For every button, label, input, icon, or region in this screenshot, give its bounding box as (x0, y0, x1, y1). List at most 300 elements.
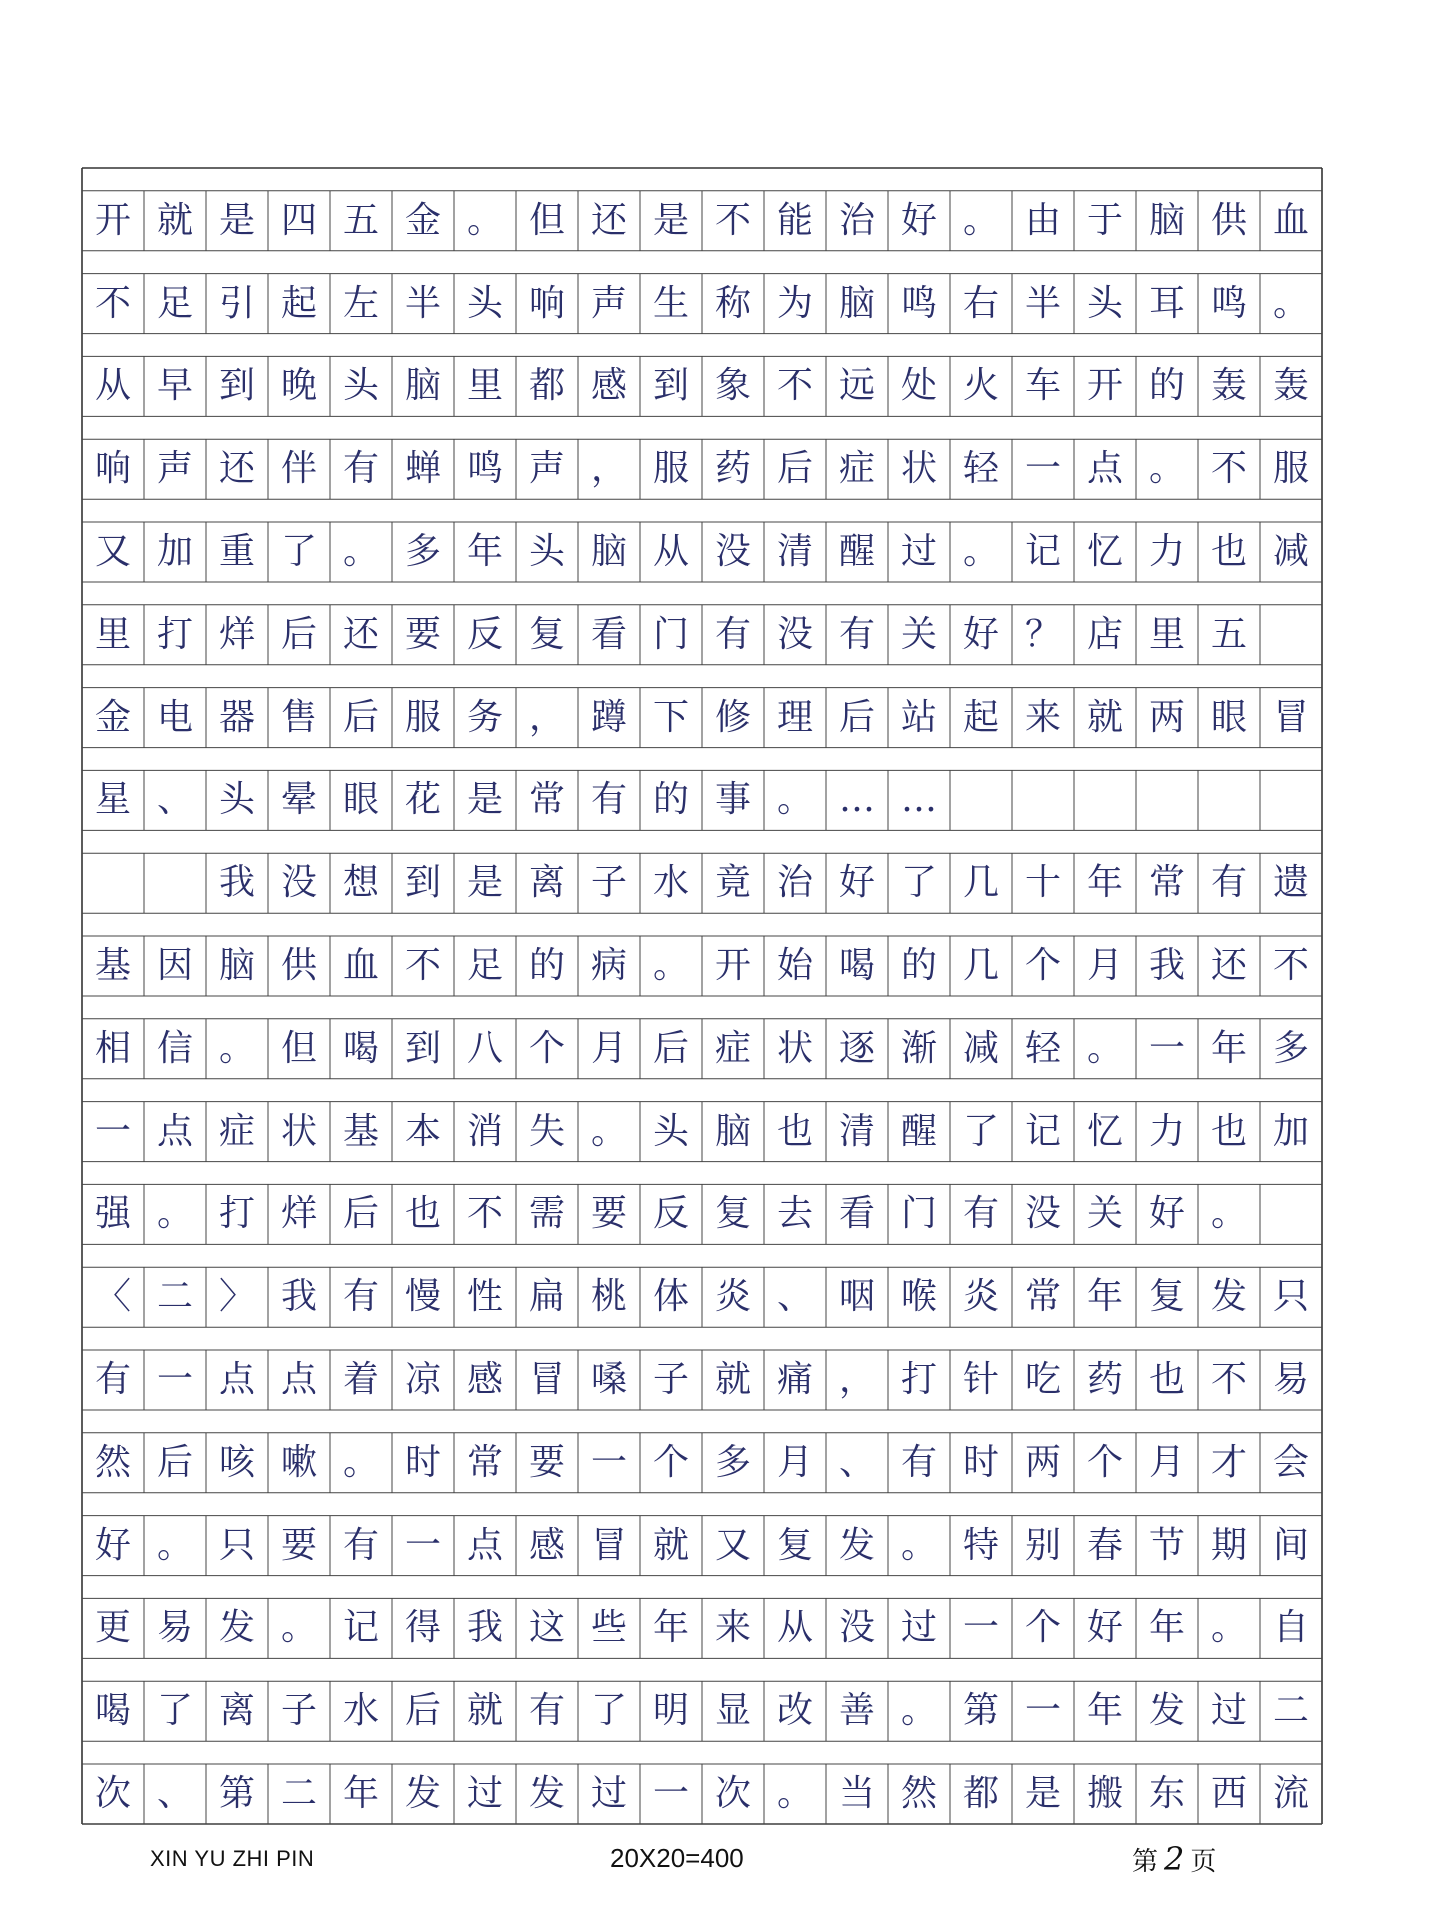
grid-char: 。 (280, 1607, 317, 1649)
grid-char: 一 (156, 1359, 193, 1400)
grid-char: 远 (838, 365, 875, 407)
grid-char: 开 (94, 199, 131, 241)
grid-char: 病 (590, 945, 627, 986)
grid-char: 。 (156, 1524, 193, 1566)
grid-char: 二 (156, 1276, 193, 1318)
grid-char: 的 (652, 779, 689, 821)
grid-char: 常 (1024, 1276, 1061, 1318)
grid-char: 善 (838, 1690, 875, 1732)
grid-char: 脑 (590, 531, 627, 572)
grid-char: 为 (776, 282, 813, 324)
grid-char: 晚 (280, 365, 317, 407)
grid-char: 几 (962, 862, 999, 904)
grid-char: 时 (962, 1441, 999, 1483)
grid-char: 后 (342, 696, 379, 738)
grid-char: 药 (714, 448, 751, 490)
grid-char: 也 (1148, 1359, 1185, 1400)
grid-char: 不 (404, 945, 441, 986)
grid-char: 状 (776, 1027, 813, 1069)
grid-char: 有 (590, 779, 627, 821)
grid-char: 记 (1024, 1110, 1061, 1152)
grid-char: 才 (1210, 1441, 1247, 1483)
grid-char: 的 (900, 945, 937, 986)
grid-char: 。 (962, 531, 999, 572)
grid-char: 鸣 (1210, 282, 1247, 324)
grid-char: 有 (962, 1193, 999, 1235)
grid-char: 修 (714, 696, 751, 738)
grid-char: 。 (1210, 1607, 1247, 1649)
grid-char: 更 (94, 1607, 131, 1649)
grid-char: 来 (714, 1607, 751, 1649)
grid-char: 服 (652, 448, 689, 490)
grid-char: 声 (528, 448, 565, 490)
grid-char: 头 (342, 365, 379, 407)
grid-char: 后 (404, 1690, 441, 1732)
grid-char: 开 (714, 945, 751, 986)
grid-char: 想 (342, 862, 379, 904)
grid-char: 没 (714, 531, 751, 572)
grid-char: 关 (1086, 1193, 1123, 1235)
grid-char: 逐 (838, 1027, 875, 1069)
grid-char: 看 (590, 613, 627, 655)
grid-char: 月 (590, 1027, 627, 1069)
grid-char: 到 (404, 862, 441, 904)
grid-char: 年 (1086, 1276, 1123, 1318)
grid-char: 。 (962, 199, 999, 241)
grid-char: 是 (218, 199, 255, 241)
grid-char: 有 (900, 1441, 937, 1483)
grid-char: 脑 (404, 365, 441, 407)
grid-char: 重 (218, 531, 255, 572)
grid-char: 不 (1210, 448, 1247, 490)
grid-char: 没 (1024, 1193, 1061, 1235)
grid-char: 又 (714, 1524, 751, 1566)
grid-char: 一 (1024, 1690, 1061, 1732)
grid-char: 还 (590, 199, 627, 241)
grid-char: 两 (1148, 696, 1185, 738)
grid-char: 打 (900, 1359, 937, 1400)
grid-char: 冒 (528, 1359, 565, 1400)
grid-char: 有 (342, 1276, 379, 1318)
grid-char: 、 (838, 1441, 875, 1483)
grid-char: 烊 (280, 1193, 317, 1235)
grid-char: 水 (652, 862, 689, 904)
grid-char: 的 (528, 945, 565, 986)
grid-char: 体 (652, 1276, 689, 1318)
grid-char: 有 (528, 1690, 565, 1732)
grid-char: 一 (94, 1110, 131, 1152)
grid-char: 个 (528, 1027, 565, 1069)
grid-char: 一 (1024, 448, 1061, 490)
grid-char: 火 (962, 365, 999, 407)
grid-char: 务 (466, 696, 503, 738)
grid-char: 还 (1210, 945, 1247, 986)
grid-char: 因 (156, 945, 193, 986)
grid-char: 着 (342, 1359, 379, 1400)
grid-char: 多 (714, 1441, 751, 1483)
grid-char: 扁 (528, 1276, 565, 1318)
grid-char: 里 (1148, 613, 1185, 655)
grid-char: 我 (466, 1607, 503, 1649)
grid-char: 子 (590, 862, 627, 904)
grid-char: 痛 (776, 1359, 813, 1400)
grid-char: 从 (776, 1607, 813, 1649)
grid-char: 声 (590, 282, 627, 324)
grid-char: 醒 (838, 531, 875, 572)
grid-char: 几 (962, 945, 999, 986)
grid-char: 常 (528, 779, 565, 821)
grid-char: 去 (776, 1193, 813, 1235)
grid-char: 个 (1086, 1441, 1123, 1483)
grid-char: 记 (1024, 531, 1061, 572)
grid-char: ， (838, 1359, 875, 1400)
grid-char: 了 (900, 862, 937, 904)
grid-char: 咽 (838, 1276, 875, 1318)
grid-char: 血 (1272, 199, 1309, 241)
grid-char: 月 (776, 1441, 813, 1483)
grid-char: 售 (280, 696, 317, 738)
grid-char: 当 (838, 1773, 875, 1814)
grid-char: 西 (1210, 1773, 1247, 1814)
grid-char: 喉 (900, 1276, 937, 1318)
grid-char: 眼 (1210, 696, 1247, 738)
grid-char: 清 (776, 531, 813, 572)
grid-char: 下 (652, 696, 689, 738)
grid-char: 年 (342, 1773, 379, 1814)
grid-char: 年 (652, 1607, 689, 1649)
grid-char: 我 (1148, 945, 1185, 986)
grid-char: 二 (280, 1773, 317, 1814)
grid-char: 点 (466, 1524, 503, 1566)
grid-char: 星 (94, 779, 131, 821)
grid-char: 喝 (838, 945, 875, 986)
grid-char: 但 (528, 199, 565, 241)
grid-char: 发 (1148, 1690, 1185, 1732)
grid-char: 力 (1148, 531, 1185, 572)
grid-char: 就 (652, 1524, 689, 1566)
page-number: 2 (1164, 1840, 1185, 1878)
grid-char: 然 (900, 1773, 937, 1814)
grid-char: 子 (652, 1359, 689, 1400)
grid-char: 打 (156, 613, 193, 655)
grid-char: ？ (1024, 613, 1061, 655)
grid-char: 足 (156, 282, 193, 324)
grid-char: 年 (1148, 1607, 1185, 1649)
grid-char: 没 (838, 1607, 875, 1649)
grid-char: 复 (1148, 1276, 1185, 1318)
grid-char: 只 (1272, 1276, 1309, 1318)
grid-char: 金 (404, 199, 441, 241)
grid-char: 十 (1024, 862, 1061, 904)
grid-char: 。 (776, 1773, 813, 1814)
grid-char: 过 (590, 1773, 627, 1814)
grid-char: 〈 (94, 1276, 131, 1318)
grid-char: 。 (1272, 282, 1309, 324)
grid-char: 声 (156, 448, 193, 490)
grid-char: 减 (962, 1027, 999, 1069)
grid-char: 是 (652, 199, 689, 241)
grid-char: 门 (900, 1193, 937, 1235)
grid-char: 渐 (900, 1027, 937, 1069)
grid-char: 轻 (1024, 1027, 1061, 1069)
grid-char: 复 (776, 1524, 813, 1566)
grid-char: 嗽 (280, 1441, 317, 1483)
grid-char: 有 (838, 613, 875, 655)
grid-char: 年 (1210, 1027, 1247, 1069)
page-prefix: 第 (1132, 1847, 1159, 1877)
grid-char: 。 (776, 779, 813, 821)
grid-char: 消 (466, 1110, 503, 1152)
grid-char: 了 (962, 1110, 999, 1152)
grid-char: 头 (528, 531, 565, 572)
grid-char: 离 (218, 1690, 255, 1732)
grid-char: 水 (342, 1690, 379, 1732)
grid-char: 改 (776, 1690, 813, 1732)
footer-grid-spec: 20X20=400 (610, 1843, 744, 1873)
grid-char: 感 (528, 1524, 565, 1566)
grid-char: 还 (218, 448, 255, 490)
grid-char: 头 (466, 282, 503, 324)
grid-char: 〉 (218, 1276, 255, 1318)
grid-char: 东 (1148, 1773, 1185, 1814)
grid-char: 由 (1024, 199, 1061, 241)
grid-char: 加 (156, 531, 193, 572)
grid-char: 咳 (218, 1441, 255, 1483)
page-suffix: 页 (1190, 1847, 1217, 1877)
grid-char: 发 (404, 1773, 441, 1814)
grid-char: 基 (342, 1110, 379, 1152)
grid-char: 后 (838, 696, 875, 738)
grid-char: 半 (404, 282, 441, 324)
grid-char: 开 (1086, 365, 1123, 407)
grid-char: 要 (280, 1524, 317, 1566)
grid-char: 从 (94, 365, 131, 407)
grid-char: 理 (776, 696, 813, 738)
grid-char: 生 (652, 282, 689, 324)
grid-char: … (901, 779, 937, 821)
grid-char: 头 (218, 779, 255, 821)
grid-char: 好 (900, 199, 937, 241)
grid-char: 右 (962, 282, 999, 324)
grid-char: 症 (714, 1027, 751, 1069)
grid-char: 不 (1210, 1359, 1247, 1400)
grid-char: 第 (962, 1690, 999, 1732)
grid-char: 强 (94, 1193, 131, 1235)
grid-char: 自 (1272, 1607, 1309, 1649)
grid-char: 年 (1086, 862, 1123, 904)
grid-char: 。 (342, 1441, 379, 1483)
grid-char: 复 (714, 1193, 751, 1235)
grid-char: 感 (466, 1359, 503, 1400)
grid-char: 个 (1024, 1607, 1061, 1649)
grid-char: 要 (590, 1193, 627, 1235)
grid-char: 月 (1086, 945, 1123, 986)
grid-char: 明 (652, 1690, 689, 1732)
grid-char: 晕 (280, 779, 317, 821)
grid-char: 供 (1210, 199, 1247, 241)
grid-char: 流 (1272, 1773, 1309, 1814)
grid-char: 冒 (590, 1524, 627, 1566)
grid-char: 治 (776, 862, 813, 904)
grid-char: 血 (342, 945, 379, 986)
grid-char: 蹲 (590, 696, 627, 738)
grid-char: 、 (156, 779, 193, 821)
grid-char: 但 (280, 1027, 317, 1069)
grid-char: 就 (1086, 696, 1123, 738)
grid-char: 能 (776, 199, 813, 241)
grid-char: 炎 (962, 1276, 999, 1318)
grid-char: 多 (404, 531, 441, 572)
grid-char: 发 (838, 1524, 875, 1566)
grid-char: 次 (94, 1773, 131, 1814)
grid-char: 左 (342, 282, 379, 324)
grid-char: 不 (466, 1193, 503, 1235)
grid-char: 些 (590, 1607, 627, 1649)
grid-char: 桃 (590, 1276, 627, 1318)
grid-char: 力 (1148, 1110, 1185, 1152)
grid-char: 站 (900, 696, 937, 738)
grid-char: 轰 (1210, 365, 1247, 407)
footer-page-number (1132, 1840, 1216, 1878)
grid-char: 第 (218, 1773, 255, 1814)
grid-char: 没 (776, 613, 813, 655)
grid-char: 点 (156, 1110, 193, 1152)
grid-char: 时 (404, 1441, 441, 1483)
grid-char: 过 (466, 1773, 503, 1814)
grid-char: 头 (652, 1110, 689, 1152)
grid-char: 电 (156, 696, 193, 738)
grid-char: 就 (466, 1690, 503, 1732)
grid-char: 炎 (714, 1276, 751, 1318)
grid-char: 忆 (1086, 531, 1123, 572)
grid-char: 然 (94, 1441, 131, 1483)
grid-char: 又 (94, 531, 131, 572)
grid-char: 过 (900, 531, 937, 572)
grid-char: 一 (404, 1524, 441, 1566)
grid-char: ， (590, 448, 627, 490)
grid-char: 到 (218, 365, 255, 407)
grid-char: 四 (280, 199, 317, 241)
grid-char: 忆 (1086, 1110, 1123, 1152)
grid-char: 记 (342, 1607, 379, 1649)
grid-char: 金 (94, 696, 131, 738)
grid-char: 脑 (218, 945, 255, 986)
grid-char: 性 (466, 1276, 503, 1318)
grid-char: 易 (156, 1607, 193, 1649)
grid-char: 后 (342, 1193, 379, 1235)
grid-char: 。 (652, 945, 689, 986)
grid-char: 好 (1148, 1193, 1185, 1235)
grid-char: 间 (1272, 1524, 1309, 1566)
grid-char: 节 (1148, 1524, 1185, 1566)
grid-char: 我 (280, 1276, 317, 1318)
grid-char: 一 (962, 1607, 999, 1649)
grid-char: 。 (590, 1110, 627, 1152)
grid-char: 醒 (900, 1110, 937, 1152)
grid-char: 发 (218, 1607, 255, 1649)
grid-char: 不 (94, 282, 131, 324)
grid-char: ， (528, 696, 565, 738)
grid-char: 轰 (1272, 365, 1309, 407)
grid-char: 次 (714, 1773, 751, 1814)
grid-char: 有 (342, 448, 379, 490)
grid-char: 好 (1086, 1607, 1123, 1649)
grid-char: 有 (1210, 862, 1247, 904)
grid-char: 半 (1024, 282, 1061, 324)
grid-char: 轻 (962, 448, 999, 490)
grid-char: 足 (466, 945, 503, 986)
grid-char: 后 (776, 448, 813, 490)
grid-char: 到 (652, 365, 689, 407)
grid-char: 就 (156, 199, 193, 241)
grid-char: 多 (1272, 1027, 1309, 1069)
grid-char: 引 (218, 282, 255, 324)
grid-char: 嗓 (590, 1359, 627, 1400)
grid-char: 月 (1148, 1441, 1185, 1483)
grid-char: 一 (590, 1441, 627, 1483)
grid-char: 二 (1272, 1690, 1309, 1732)
grid-char: 八 (466, 1027, 503, 1069)
grid-char: … (839, 779, 875, 821)
grid-char: 不 (1272, 945, 1309, 986)
grid-char: 供 (280, 945, 317, 986)
grid-char: 有 (342, 1524, 379, 1566)
grid-char: 特 (962, 1524, 999, 1566)
grid-char: 是 (466, 862, 503, 904)
grid-char: 药 (1086, 1359, 1123, 1400)
grid-char: 服 (404, 696, 441, 738)
grid-char: 感 (590, 365, 627, 407)
grid-char: 也 (776, 1110, 813, 1152)
grid-char: 年 (466, 531, 503, 572)
grid-char: 需 (528, 1193, 565, 1235)
grid-char: 离 (528, 862, 565, 904)
grid-char: 竟 (714, 862, 751, 904)
grid-char: 伴 (280, 448, 317, 490)
grid-char: 。 (1210, 1193, 1247, 1235)
grid-char: 。 (900, 1690, 937, 1732)
grid-char: 门 (652, 613, 689, 655)
grid-char: 治 (838, 199, 875, 241)
grid-char: 清 (838, 1110, 875, 1152)
grid-char: 状 (900, 448, 937, 490)
grid-char: 眼 (342, 779, 379, 821)
grid-char: 一 (652, 1773, 689, 1814)
grid-char: 、 (156, 1773, 193, 1814)
grid-char: 要 (404, 613, 441, 655)
grid-char: 年 (1086, 1690, 1123, 1732)
grid-char: 。 (218, 1027, 255, 1069)
grid-char: 五 (1210, 613, 1247, 655)
grid-char: 里 (466, 365, 503, 407)
grid-char: 好 (962, 613, 999, 655)
grid-char: 喝 (342, 1027, 379, 1069)
grid-char: 店 (1086, 613, 1123, 655)
grid-char: 过 (900, 1607, 937, 1649)
grid-char: 始 (776, 945, 813, 986)
grid-char: 常 (1148, 862, 1185, 904)
grid-char: 称 (714, 282, 751, 324)
grid-char: 鸣 (900, 282, 937, 324)
grid-char: 两 (1024, 1441, 1061, 1483)
grid-char: 有 (94, 1359, 131, 1400)
grid-char: 基 (94, 945, 131, 986)
grid-char: 吃 (1024, 1359, 1061, 1400)
grid-char: 后 (156, 1441, 193, 1483)
grid-char: 响 (94, 448, 131, 490)
grid-char: 起 (962, 696, 999, 738)
grid-char: 易 (1272, 1359, 1309, 1400)
